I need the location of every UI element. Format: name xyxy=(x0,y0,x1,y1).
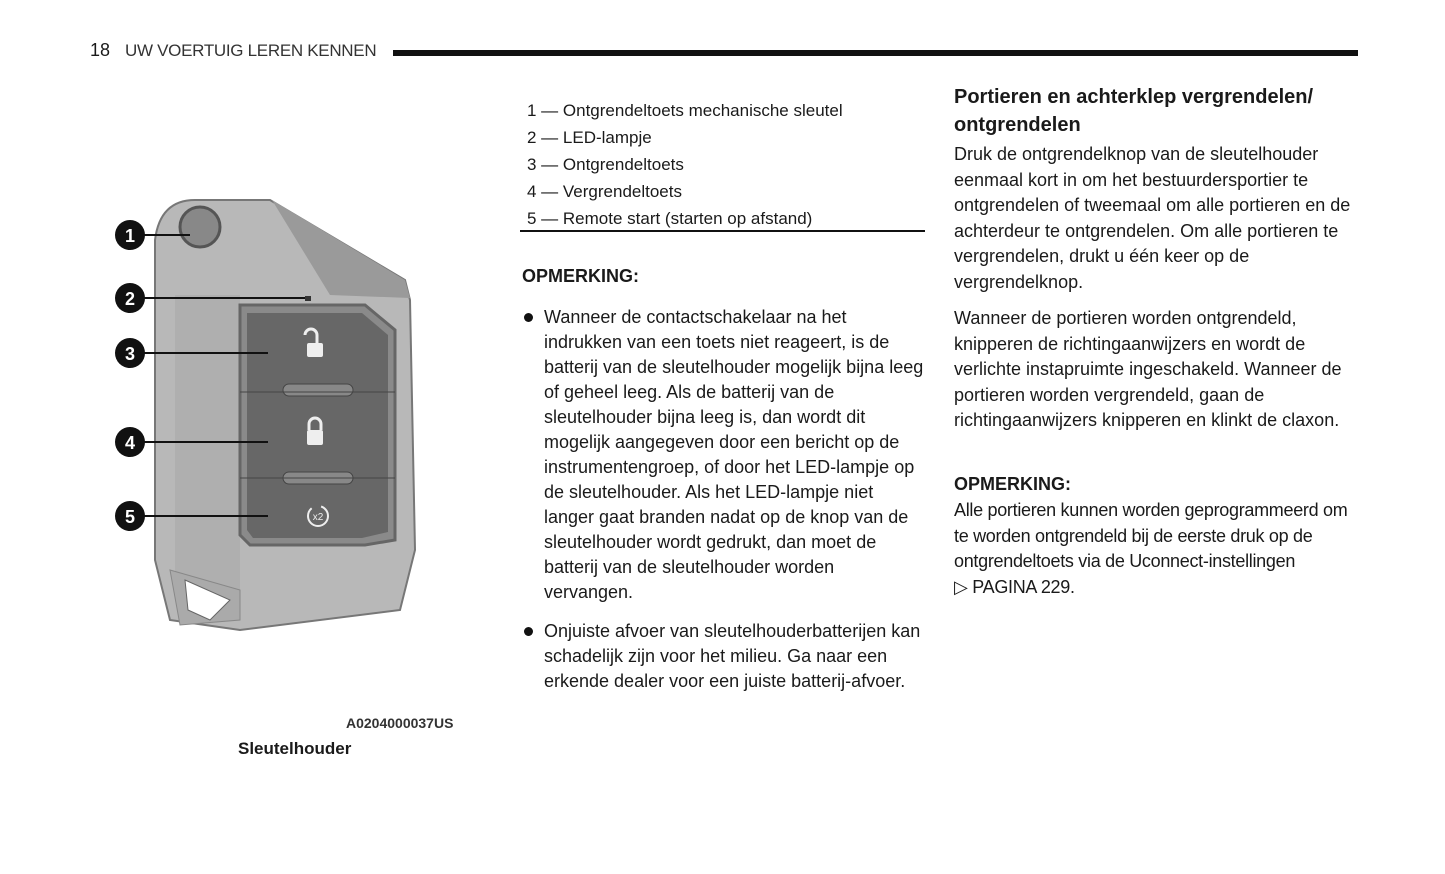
key-fob-illustration xyxy=(100,180,460,640)
figure-legend xyxy=(527,97,927,232)
note-heading: OPMERKING: xyxy=(522,266,639,286)
note-text: Alle portieren kunnen worden geprogrammeerd om te worden ontgrendeld bij de eerste druk op de ontgrendeltoets via de Uconnect-instellingen xyxy=(954,500,1348,571)
note-bullet: Onjuiste afvoer van sleutelhouderbatterijen kan schadelijk zijn voor het milieu. Ga naar een erkende dealer voor een juiste batterij-afvoer. xyxy=(522,619,927,694)
callout-1: 1 xyxy=(124,226,136,246)
legend-rule xyxy=(520,230,925,232)
callout-3: 3 xyxy=(124,344,136,364)
chapter-title: UW VOERTUIG LEREN KENNEN xyxy=(125,41,377,60)
header-rule xyxy=(393,50,1358,56)
legend-item: 3 — Ontgrendeltoets xyxy=(527,155,684,174)
svg-text:x2: x2 xyxy=(312,512,324,523)
legend-item: 4 — Vergrendeltoets xyxy=(527,182,682,201)
note-bullets xyxy=(522,305,927,708)
section-title: Portieren en achterklep vergrendelen/ ontgrendelen xyxy=(954,86,1314,136)
page-reference-link[interactable]: PAGINA 229 xyxy=(972,576,1070,597)
legend-item: 1 — Ontgrendeltoets mechanische sleutel xyxy=(527,101,843,120)
paragraph: Druk de ontgrendelknop van de sleutelhouder eenmaal kort in om het bestuurdersportier te ontgrendelen of tweemaal om alle portieren en de achterdeur te ontgrendelen. Om alle portieren te vergrendelen, drukt u één keer op de vergrendelknop. xyxy=(954,144,1351,292)
legend-item: 5 — Remote start (starten op afstand) xyxy=(527,209,813,228)
page-number: 18 xyxy=(90,40,111,60)
figure-caption: Sleutelhouder xyxy=(238,739,352,758)
callout-2: 2 xyxy=(124,289,136,309)
note-bullet: Wanneer de contactschakelaar na het indrukken van een toets niet reageert, is de batterij van de sleutelhouder mogelijk bijna leeg of geheel leeg. Als de batterij van de sleutelhouder bijna leeg is, dan wordt dit mogelijk aangegeven door een bericht op de instrumentengroep, of door het LED-lampje op de sleutelhouder. Als het LED-lampje niet langer gaat branden nadat op de knop van de sleutelhouder wordt gedrukt, dan moet de batterij van de sleutelhouder worden vervangen. xyxy=(522,305,927,605)
paragraph: Wanneer de portieren worden ontgrendeld, knipperen de richtingaanwijzers en wordt de verlichte instapruimte ingeschakeld. Wanneer de portieren worden vergrendeld, gaan de richtingaanwijzers knipperen en klinkt de claxon. xyxy=(954,308,1342,430)
note-heading: OPMERKING: xyxy=(954,474,1071,494)
figure-code: A0204000037US xyxy=(346,715,454,731)
callout-5: 5 xyxy=(124,507,136,527)
legend-item: 2 — LED-lampje xyxy=(527,128,652,147)
note-paragraph: Alle portieren kunnen worden geprogrammeerd om te worden ontgrendeld bij de eerste druk op de ontgrendeltoets via de Uconnect-instellingen ▷ PAGINA 229. xyxy=(954,500,1348,597)
callout-4: 4 xyxy=(124,433,136,453)
arrow-right-icon: ▷ xyxy=(954,576,968,597)
